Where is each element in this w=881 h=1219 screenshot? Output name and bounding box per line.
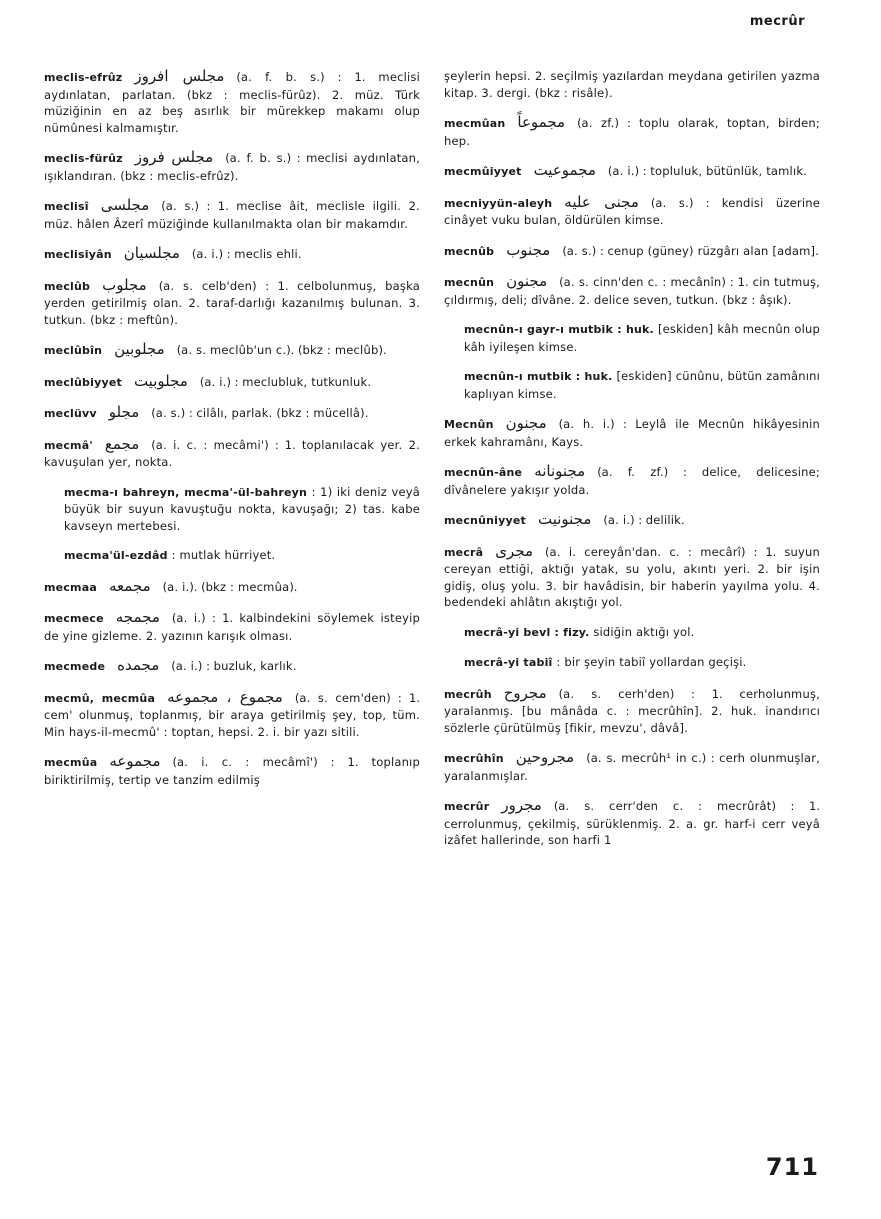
entry-definition: : mutlak hürriyet. (171, 548, 276, 562)
dictionary-entry (444, 114, 820, 149)
entry-headword: mecrâ (444, 545, 484, 559)
entry-arabic-script: مجنونيت (537, 510, 592, 528)
entry-arabic-script: مجلوب (102, 275, 147, 294)
entry-headword: mecrûr (444, 800, 490, 813)
entry-definition: (a. s. meclûb'un c.). (bkz : meclûb). (176, 343, 387, 357)
dictionary-entry (44, 197, 420, 232)
dictionary-entry (444, 685, 820, 737)
left-column (44, 68, 420, 801)
dictionary-entry (444, 162, 820, 181)
entry-headword: mecnûn-âne (444, 466, 523, 479)
guide-word: mecrûr (749, 14, 805, 29)
entry-definition: : 1) iki deniz veyâ büyük bir suyun kavuştuğu nokta, kavuşağı; 2) tas. kabe kavseyn mertebesi. (64, 484, 420, 533)
entry-definition: (a. s.) : 1. meclise âit, meclisle ilgili. 2. müz. hâlen Âzerî müziğinde kullanılmakta olan bir makamdır. (44, 199, 420, 231)
entry-headword: mecmâ' (44, 438, 93, 452)
dictionary-entry (44, 277, 420, 329)
entry-headword: Mecnûn (444, 418, 494, 431)
entry-definition: (a. s. cerr'den c. : mecrûrât) : 1. cerrolunmuş, çekilmiş, sürüklenmiş. 2. a. gr. harf-i cerr veyâ izâfet hallerinde, son harfi 1 (444, 799, 820, 847)
entry-arabic-script: مجلسيان (123, 244, 180, 262)
dictionary-entry (44, 341, 420, 360)
entry-arabic-script: مجنون (505, 414, 547, 432)
entry-arabic-script: مجموع ، مجموعه (167, 687, 283, 706)
entry-headword: mecnûn-ı gayr-ı mutbik : huk. (464, 323, 654, 336)
entry-arabic-script: مجرى (495, 541, 534, 560)
dictionary-entry (44, 373, 420, 392)
entry-arabic-script: مجنى عليه (564, 192, 639, 211)
dictionary-entry (444, 415, 820, 450)
entry-definition: (a. s. mecrûh¹ in c.) : cerh olunmuşlar, yaralanmışlar. (444, 751, 820, 783)
dictionary-entry (44, 753, 420, 788)
entry-headword: mecnûb (444, 244, 495, 258)
entry-headword: mecnûn-ı mutbik : huk. (464, 370, 613, 383)
entry-headword: meclis-fürûz (44, 152, 123, 165)
dictionary-entry (44, 689, 420, 741)
entry-headword: meclis-efrûz (44, 71, 123, 84)
entry-arabic-script: مجلسى (100, 196, 150, 214)
entry-definition: (a. i.) : delilik. (603, 513, 685, 527)
dictionary-entry (444, 624, 820, 642)
entry-headword: mecrâ-yi tabiî (464, 656, 553, 669)
page-number: 711 (765, 1153, 819, 1181)
entry-definition: [eskiden] cünûnu, bütün zamânını kaplıyan kimse. (464, 369, 821, 401)
dictionary-entry (444, 68, 820, 101)
dictionary-entry (444, 543, 820, 611)
dictionary-entry (444, 749, 820, 784)
entry-headword: mecrûhîn (444, 752, 504, 765)
dictionary-entry (444, 321, 820, 355)
dictionary-entry (44, 609, 420, 644)
entry-headword: mecmûa (44, 756, 98, 769)
entry-arabic-script: مجروحين (515, 748, 575, 766)
dictionary-entry (444, 463, 820, 498)
entry-arabic-script: مجمع (104, 434, 140, 453)
entry-definition: (a. i.) : meclubluk, tutkunluk. (199, 374, 372, 389)
entry-arabic-script: مجنون (506, 272, 548, 290)
entry-arabic-script: مجلس فروز (134, 148, 214, 166)
entry-arabic-script: مجموعه (109, 752, 161, 770)
entry-definition: (a. i. cereyân'dan. c. : mecârî) : 1. suyun cereyan ettiği, aktığı yatak, su yolu, akıntı yeri. 2. bir işin gidiş, oluş yolu. 3. bir havâdisin, bir haberin yayılma yolu. 4. bedendeki ahlâtın akıştığı yol. (444, 544, 820, 609)
entry-arabic-script: مجموعيت (533, 161, 596, 179)
entry-definition: (a. s.) : cilâlı, parlak. (bkz : mücellâ). (151, 406, 369, 420)
dictionary-entry (44, 68, 420, 136)
entry-headword: mecrâ-yi bevl : fizy. (464, 625, 590, 639)
entry-headword: mecmûiyyet (444, 165, 522, 178)
entry-definition: : bir şeyin tabiî yollardan geçişi. (556, 655, 747, 669)
dictionary-entry (44, 149, 420, 184)
entry-headword: meclûb (44, 279, 91, 293)
entry-headword: mecnûniyyet (444, 514, 526, 527)
entry-headword: meclûbiyyet (44, 375, 122, 389)
entry-definition: şeylerin hepsi. 2. seçilmiş yazılardan meydana getirilen yazma kitap. 3. dergi. (bkz : risâle). (444, 69, 820, 100)
entry-headword: mecmaa (44, 580, 97, 594)
entry-arabic-script: مجمجه (115, 608, 160, 626)
dictionary-entry (44, 436, 420, 471)
entry-headword: mecma'ül-ezdâd (64, 549, 168, 562)
dictionary-entry (44, 484, 420, 535)
dictionary-entry (444, 797, 820, 849)
entry-definition: (a. i.) : topluluk, bütünlük, tamlık. (607, 164, 808, 178)
entry-definition: (a. i.). (bkz : mecmûa). (162, 579, 298, 594)
entry-definition: (a. i.) : meclis ehli. (191, 247, 302, 261)
dictionary-entry (444, 654, 820, 672)
entry-arabic-script: مجمعه (108, 576, 151, 595)
entry-headword: mecmede (44, 660, 106, 673)
entry-definition: (a. f. zf.) : delice, delicesine; dîvânelere yakışır yolda. (444, 465, 820, 497)
entry-arabic-script: مجروح (503, 683, 547, 702)
dictionary-entry (444, 242, 820, 261)
entry-arabic-script: مجلوبين (114, 340, 165, 358)
entry-definition: (a. i. c. : mecâmi') : 1. toplanılacak yer. 2. kavuşulan yer, nokta. (44, 437, 420, 469)
dictionary-entry (44, 547, 420, 565)
entry-headword: mecmûan (444, 117, 506, 130)
entry-definition: [eskiden] kâh mecnûn olup kâh iyileşen kimse. (464, 322, 820, 354)
entry-definition: (a. s. cem'den) : 1. cem' olunmuş, toplanmış, bir araya getirilmiş şey, top, tüm. Min hays-il-mecmû' : toptan, hepsi. 2. i. bir yazı sitili. (44, 690, 420, 739)
entry-headword: meclisî (44, 200, 89, 213)
entry-definition: sidiğin aktığı yol. (593, 624, 695, 639)
entry-headword: mecnûn (444, 276, 495, 289)
entry-headword: meclisiyân (44, 248, 112, 261)
entry-arabic-script: مجرور (501, 796, 542, 814)
entry-arabic-script: مجلوبيت (133, 371, 188, 390)
entry-definition: (a. i.) : buzluk, karlık. (171, 659, 297, 673)
entry-headword: meclüvv (44, 407, 97, 420)
entry-definition: (a. f. b. s.) : 1. meclisi aydınlatan, parlatan. (bkz : meclis-fürûz). 2. müz. Türk müziğinin en az beş asırlık bir mürekkep makamı olup nümûnesi kalmamıştır. (44, 70, 420, 135)
entry-headword: mecmû, mecmûa (44, 691, 156, 705)
entry-definition: (a. zf.) : toplu olarak, toptan, birden; hep. (444, 116, 820, 148)
entry-headword: mecniyyün-aleyh (444, 196, 553, 210)
entry-arabic-script: مجموعاً (517, 113, 566, 131)
entry-headword: mecrûh (444, 687, 492, 701)
dictionary-entry (44, 245, 420, 264)
dictionary-entry (444, 194, 820, 229)
dictionary-entry (444, 368, 820, 402)
entry-definition: (a. f. b. s.) : meclisi aydınlatan, ışıklandıran. (bkz : meclis-efrûz). (44, 151, 420, 183)
entry-definition: (a. s. celb'den) : 1. celbolunmuş, başka yerden getirilmiş olan. 2. taraf-darlığı kazanılmış bulunan. 3. tutkun. (bkz : meftûn). (44, 278, 420, 327)
entry-definition: (a. i. c. : mecâmî') : 1. toplanıp biriktirilmiş, tertip ve tanzim edilmiş (44, 755, 420, 787)
entry-definition: (a. s.) : kendisi üzerine cinâyet vuku bulan, öldürülen kimse. (444, 195, 821, 227)
right-column (444, 68, 820, 862)
entry-definition: (a. h. i.) : Leylâ ile Mecnûn hikâyesinin erkek kahramânı, Kays. (444, 417, 820, 449)
entry-arabic-script: مجلو (108, 403, 140, 421)
entry-headword: mecma-ı bahreyn, mecma'-ül-bahreyn (64, 485, 308, 499)
entry-definition: (a. s. cerh'den) : 1. cerholunmuş, yaralanmış. [bu mânâda c. : mecrûhîn]. 2. huk. inandırıcı sözlerle çürütülmüş [fikir, mevzu', dâvâ]. (444, 686, 820, 735)
dictionary-entry (44, 657, 420, 676)
dictionary-entry (444, 511, 820, 530)
entry-definition: (a. i.) : 1. kalbindekini söylemek isteyip de yine gizleme. 2. yazının karışık olması. (44, 611, 420, 643)
entry-definition: (a. s. cinn'den c. : mecânîn) : 1. cin tutmuş, çıldırmış, deli; dîvâne. 2. delice seven, tutkun. (bkz : âşık). (444, 275, 820, 307)
entry-headword: mecmece (44, 612, 104, 625)
dictionary-entry (444, 273, 820, 308)
dictionary-entry (44, 578, 420, 597)
entry-arabic-script: مجنونانه (534, 462, 586, 480)
entry-headword: meclûbîn (44, 344, 103, 357)
entry-arabic-script: مجمده (117, 656, 160, 674)
entry-definition: (a. s.) : cenup (güney) rüzgârı alan [adam]. (562, 243, 820, 258)
entry-arabic-script: مجنوب (506, 240, 551, 259)
entry-arabic-script: مجلس افروز (134, 67, 225, 85)
dictionary-entry (44, 404, 420, 423)
